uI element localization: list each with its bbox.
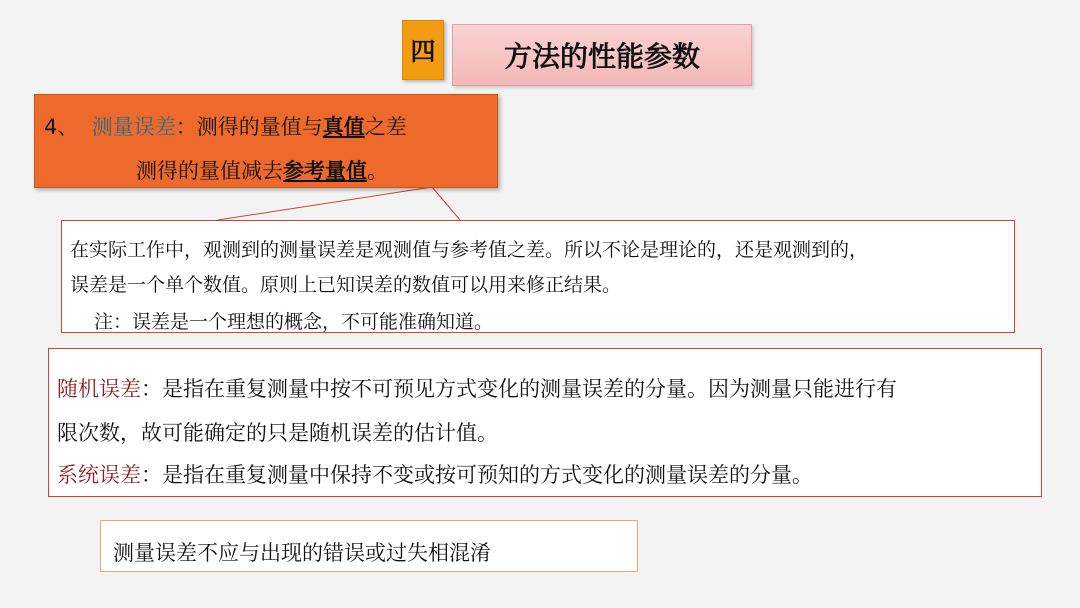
slide-title: 方法的性能参数 bbox=[503, 40, 700, 73]
explanation-line-2: 误差是一个单个数值。原则上已知误差的数值可以用来修正结果。 bbox=[70, 274, 622, 296]
note-box bbox=[100, 520, 638, 572]
random-error-term: 随机误差 bbox=[57, 377, 141, 401]
true-value-emphasis: 真值 bbox=[322, 115, 365, 139]
definition-colon: ： bbox=[175, 115, 197, 139]
definition-suffix-2: 。 bbox=[367, 159, 388, 183]
definition-term: 测量误差 bbox=[91, 115, 176, 139]
random-error-line-2: 限次数，故可能确定的只是随机误差的估计值。 bbox=[57, 421, 498, 445]
section-number: 四 bbox=[410, 37, 436, 66]
callout-line-right bbox=[432, 187, 460, 220]
systematic-error-term: 系统误差 bbox=[57, 463, 141, 487]
explanation-box bbox=[61, 220, 1015, 333]
explanation-line-1: 在实际工作中，观测到的测量误差是观测值与参考值之差。所以不论是理论的，还是观测到的， bbox=[70, 239, 869, 261]
systematic-error-line bbox=[57, 459, 813, 489]
random-error-line-1 bbox=[57, 373, 897, 403]
error-types-box bbox=[48, 348, 1042, 497]
reference-value-emphasis: 参考量值 bbox=[283, 159, 367, 183]
slide-title-box bbox=[452, 24, 752, 86]
definition-line-2 bbox=[136, 155, 388, 185]
note-text: 测量误差不应与出现的错误或过失相混淆 bbox=[113, 541, 491, 565]
section-number-badge bbox=[402, 20, 444, 80]
item-prefix: 4、 bbox=[44, 115, 79, 139]
definition-suffix-1: 之差 bbox=[364, 115, 407, 139]
definition-text-2: 测得的量值减去 bbox=[136, 159, 283, 183]
callout-line-left bbox=[218, 187, 432, 220]
definition-box bbox=[34, 94, 498, 188]
explanation-note: 注：误差是一个理想的概念，不可能准确知道。 bbox=[94, 311, 494, 333]
definition-line-1 bbox=[44, 111, 407, 141]
systematic-error-definition: ：是指在重复测量中保持不变或按可预知的方式变化的测量误差的分量。 bbox=[141, 463, 813, 487]
definition-text-1: 测得的量值与 bbox=[196, 115, 323, 139]
random-error-definition-1: ：是指在重复测量中按不可预见方式变化的测量误差的分量。因为测量只能进行有 bbox=[141, 377, 897, 401]
